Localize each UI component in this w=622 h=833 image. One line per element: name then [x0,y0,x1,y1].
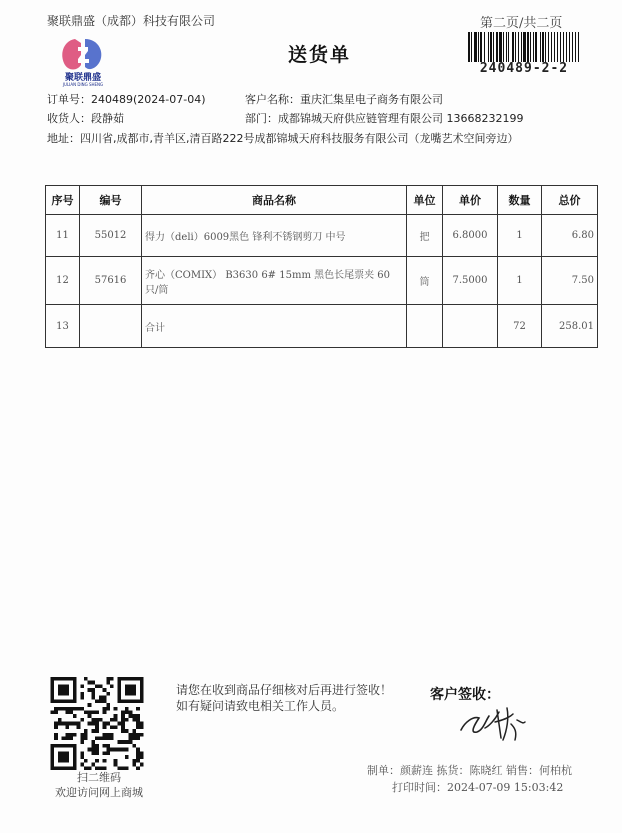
header-quantity: 数量 [498,186,542,215]
staff-info: 制单：颜薪连 拣货：陈晓红 销售：何柏杭 [367,764,572,777]
customer-name: 客户名称：重庆汇集星电子商务有限公司 [245,93,443,106]
cell-summary-label: 合计 [142,305,407,348]
print-time: 打印时间：2024-07-09 15:03:42 [392,781,564,794]
cell-seq: 12 [46,257,80,305]
logo-text: 聚联鼎盛 [64,73,101,83]
cell-product-name: 得力（deli）6009黑色 锋利不锈钢剪刀 中号 [142,215,407,257]
qr-caption-line-1: 扫二维码 [77,771,121,784]
cell-unit: 筒 [407,257,443,305]
barcode [468,32,580,62]
cell-seq: 13 [46,305,80,348]
qr-caption [40,770,158,800]
cell-code: 57616 [80,257,142,305]
cell-unit-price: 7.5000 [443,257,498,305]
qr-code[interactable] [49,677,145,770]
department: 部门：成都锦城天府供应链管理有限公司 13668232199 [245,112,524,125]
cell-quantity: 1 [498,215,542,257]
barcode-number: 240489-2-2 [479,61,569,76]
table-row [46,215,598,257]
document-title: 送货单 [288,44,352,66]
table-row [46,257,598,305]
cell-grand-total: 258.01 [542,305,598,348]
cell-code: 55012 [80,215,142,257]
handwritten-signature [455,700,535,744]
header-seq: 序号 [46,186,80,215]
page-indicator: 第二页/共二页 [480,16,563,31]
cell-total: 6.80 [542,215,598,257]
customer-signature-label: 客户签收： [430,687,500,703]
header-code: 编号 [80,186,142,215]
cell-code [80,305,142,348]
cell-product-name: 齐心（COMIX） B3630 6# 15mm 黑色长尾票夹 60只/筒 [142,257,407,305]
company-name: 聚联鼎盛（成都）科技有限公司 [47,14,216,28]
cell-seq: 11 [46,215,80,257]
logo-subtext: JULIAN DING SHENG [62,82,104,87]
qr-caption-line-2: 欢迎访问网上商城 [55,786,143,799]
cell-total: 7.50 [542,257,598,305]
header-total: 总价 [542,186,598,215]
header-unit: 单位 [407,186,443,215]
address: 地址：四川省,成都市,青羊区,清百路222号成都锦城天府科技服务有限公司（龙嘴艺术空间旁边） [47,132,519,145]
sign-notice: 请您在收到商品仔细核对后再进行签收！如有疑问请致电相关工作人员。 [176,683,393,713]
cell-total-quantity: 72 [498,305,542,348]
receiver: 收货人：段静茹 [47,112,124,125]
header-unit-price: 单价 [443,186,498,215]
header-product-name: 商品名称 [142,186,407,215]
cell-unit [407,305,443,348]
order-number: 订单号：240489(2024-07-04) [47,93,206,106]
cell-unit-price: 6.8000 [443,215,498,257]
table-header-row [46,186,598,215]
cell-quantity: 1 [498,257,542,305]
cell-unit: 把 [407,215,443,257]
table-row-summary [46,305,598,348]
cell-unit-price [443,305,498,348]
items-table [45,185,598,348]
